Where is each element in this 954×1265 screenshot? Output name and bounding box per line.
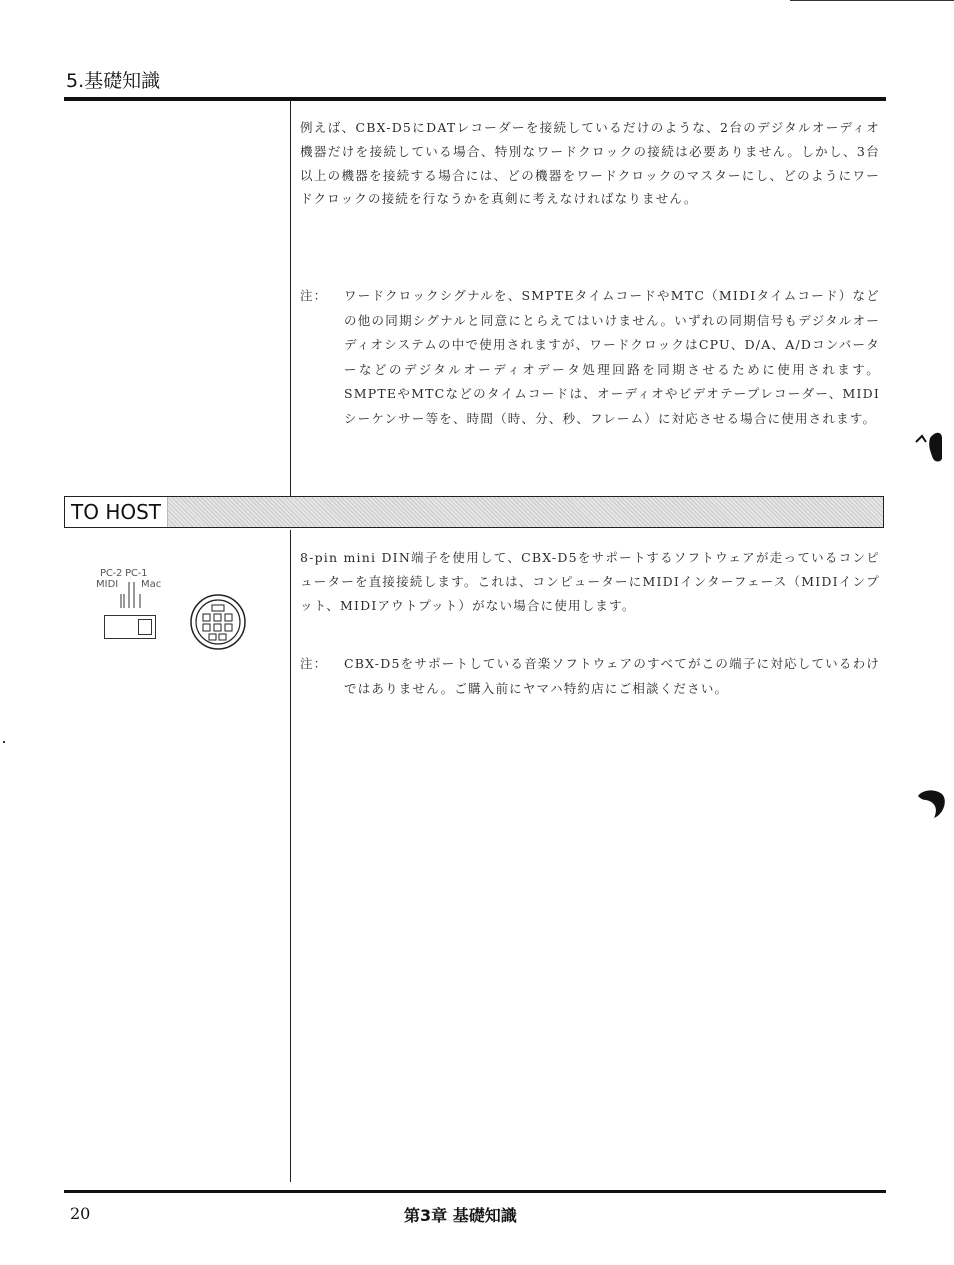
note-body: CBX-D5をサポートしている音楽ソフトウェアのすべてがこの端子に対応しているわけではありません。ご購入前にヤマハ特約店にご相談ください。 — [344, 656, 880, 696]
switch-position-ticks — [118, 580, 148, 610]
host-select-switch — [104, 615, 156, 639]
to-host-note — [300, 652, 880, 701]
column-divider — [290, 530, 291, 1182]
word-clock-paragraph: 例えば、CBX-D5にDATレコーダーを接続しているだけのような、2台のデジタルオーディオ機器だけを接続している場合、特別なワードクロックの接続は必要ありません。しかし、3台以上の機器を接続する場合には、どの機器をワードクロックのマスターにし、どのようにワードクロックの接続を行なうかを真剣に考えなければなりません。 — [300, 120, 880, 207]
host-connector-illustration — [88, 560, 258, 660]
to-host-heading-bar — [64, 496, 884, 528]
note-label: 注： — [300, 288, 328, 303]
word-clock-note — [300, 284, 880, 432]
column-divider — [290, 101, 291, 496]
page-number: 20 — [70, 1204, 91, 1223]
binding-hole-mark — [912, 424, 944, 464]
note-body: ワードクロックシグナルを、SMPTEタイムコードやMTC（MIDIタイムコード）などの他の同期シグナルと同意にとらえてはいけません。いずれの同期信号もデジタルオーディオシステムの中で使用されますが、ワードクロックはCPU、D/A、A/Dコンバーターなどのデジタルオーディオデータ処理回路を同期させるために使用されます。SMPTEやMTCなどのタイムコードは、オーディオやビデオテープレコーダー、MIDIシーケンサー等を、時間（時、分、秒、フレーム）に対応させる場合に使用されます。 — [344, 288, 880, 426]
footer-chapter-title: 第3章 基礎知識 — [404, 1206, 517, 1225]
top-corner-line — [790, 0, 954, 1]
mini-din-port-icon — [188, 592, 248, 652]
section-title: 5.基礎知識 — [66, 70, 161, 92]
footer-rule — [64, 1190, 886, 1193]
to-host-heading: TO HOST — [65, 497, 168, 527]
scan-speck — [3, 741, 5, 743]
note-label: 注： — [300, 656, 328, 671]
host-select-switch-knob — [138, 619, 152, 635]
switch-label-mac: Mac — [141, 579, 162, 590]
switch-label-midi: MIDI — [96, 579, 119, 590]
binding-hole-mark — [912, 784, 948, 820]
switch-label-pc: PC-2 PC-1 — [100, 568, 148, 579]
header-rule — [64, 97, 886, 101]
to-host-paragraph: 8-pin mini DIN端子を使用して、CBX-D5をサポートするソフトウェアが走っているコンピューターを直接接続します。これは、コンピューターにMIDIインターフェース（MIDIインプット、MIDIアウトプット）がない場合に使用します。 — [300, 550, 880, 613]
